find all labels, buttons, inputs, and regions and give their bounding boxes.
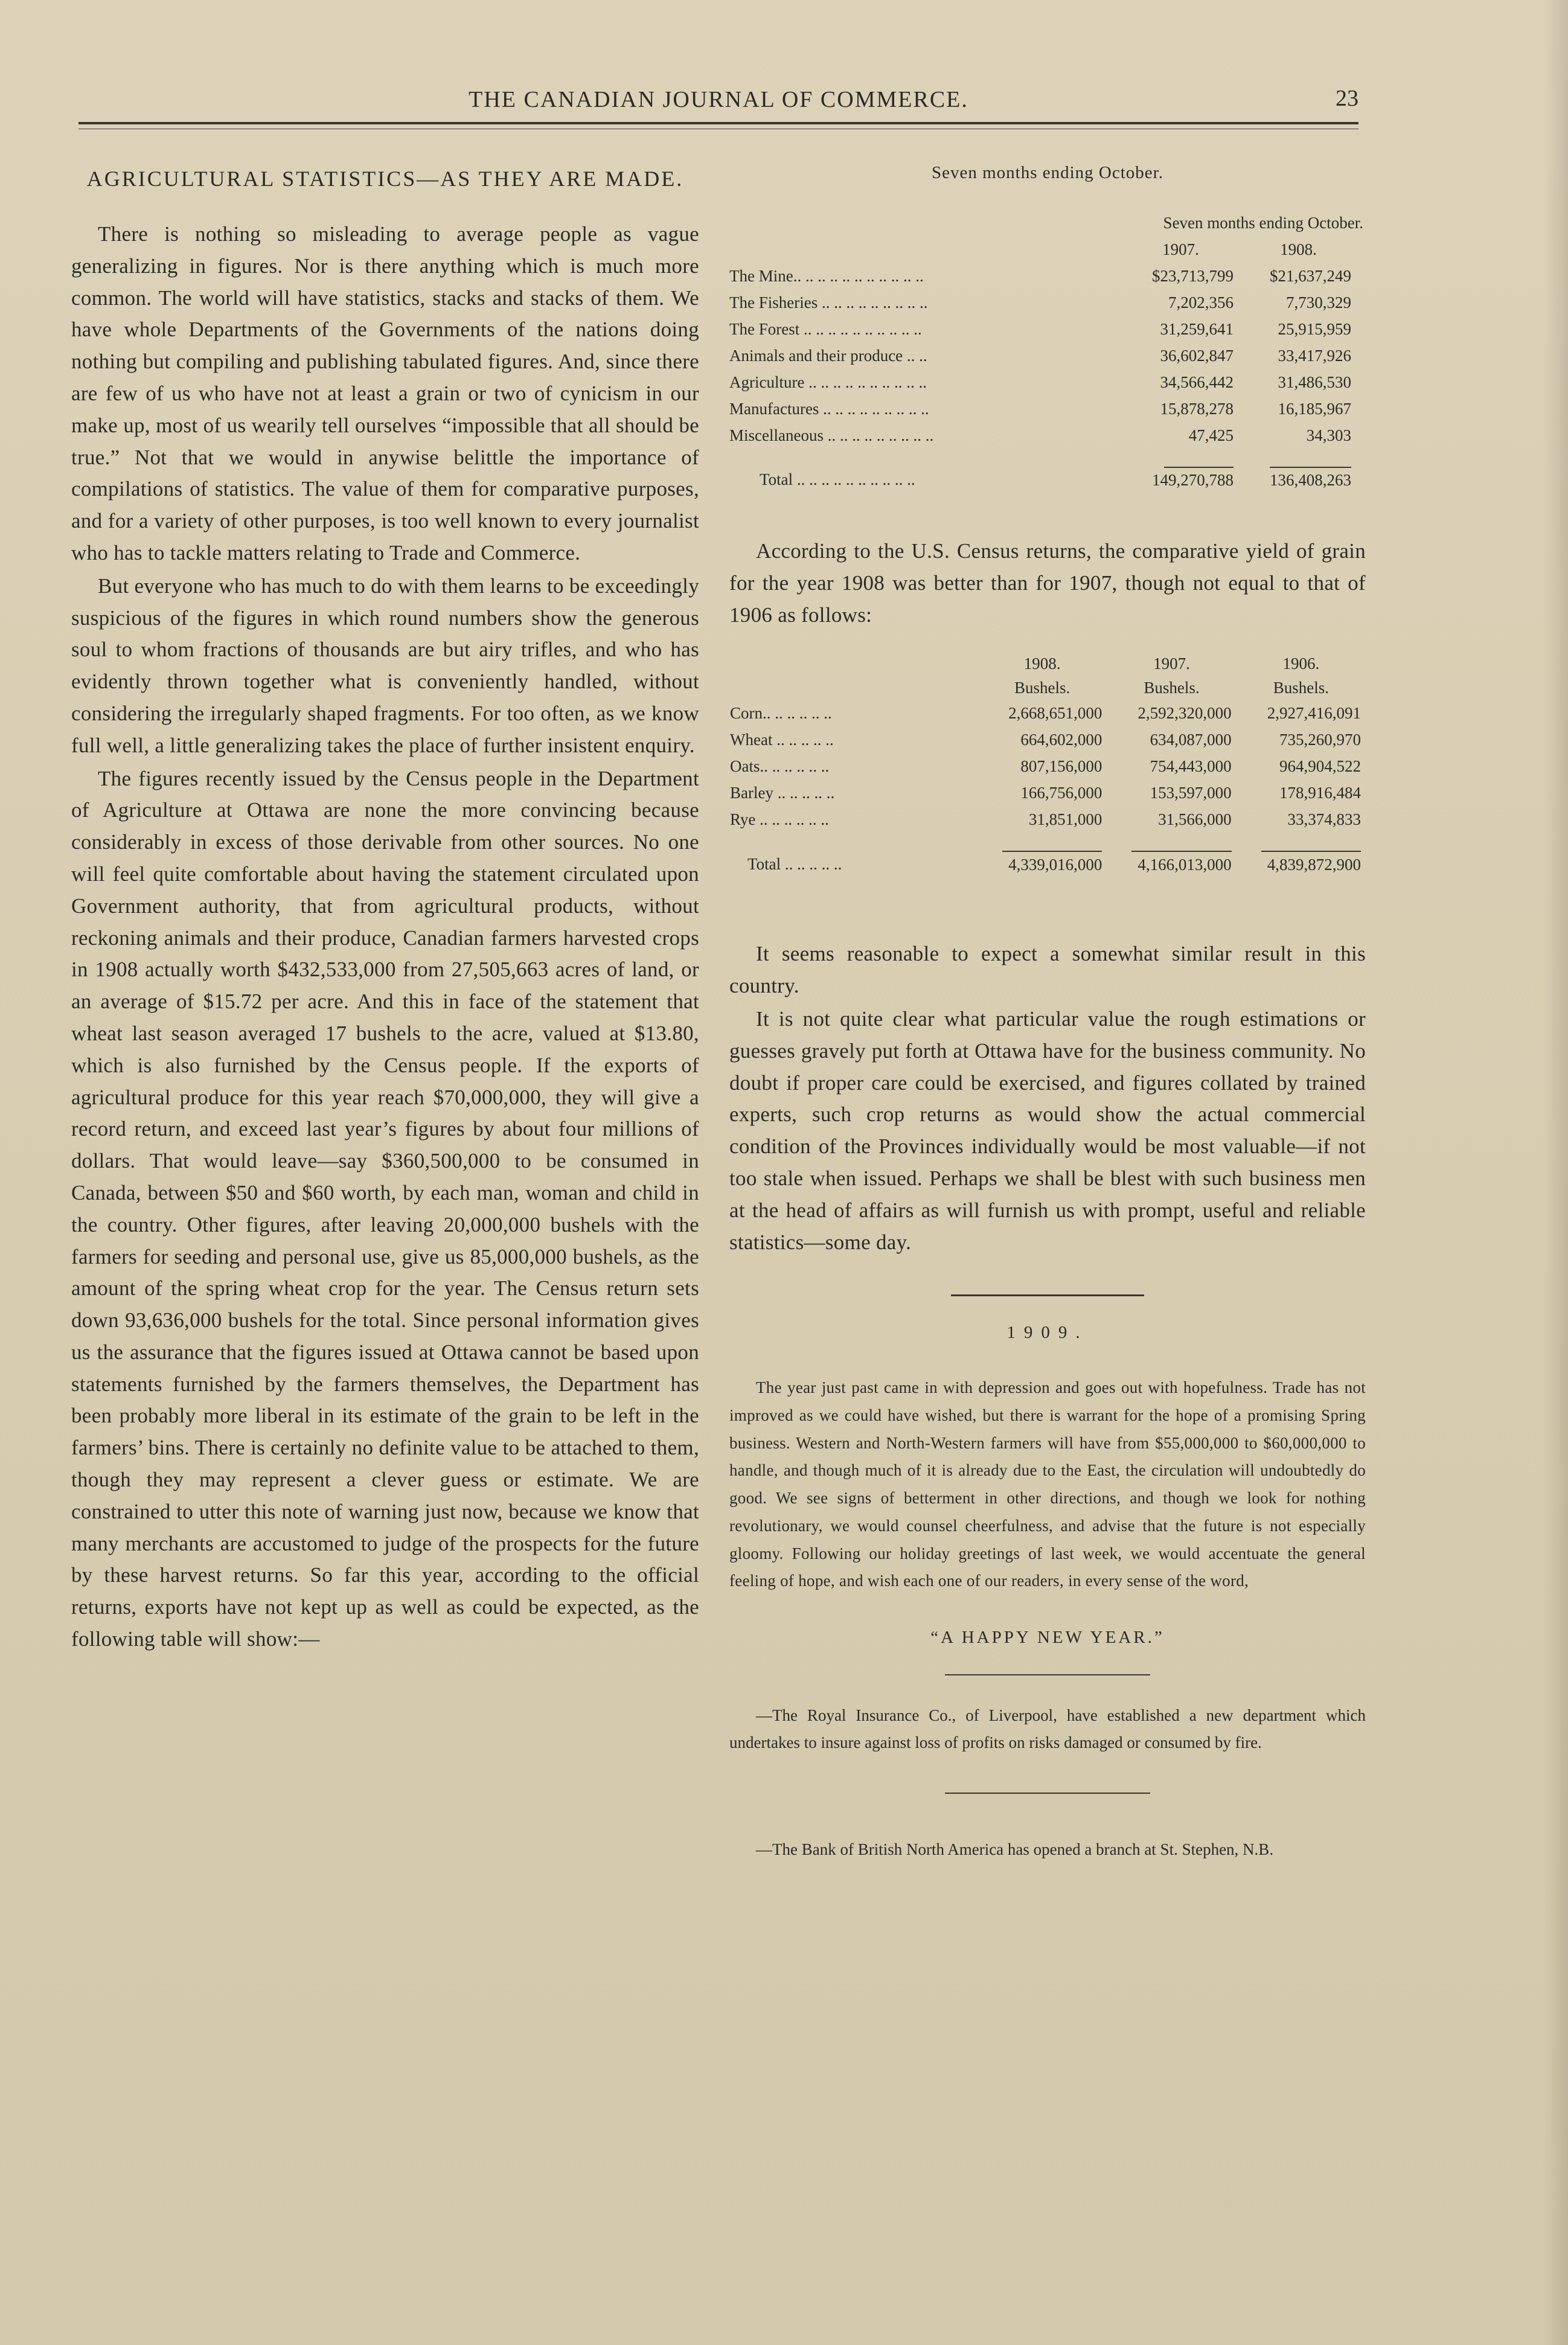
table-row — [729, 726, 1366, 753]
page-edge-shadow — [1544, 0, 1568, 2345]
sum-rule — [1164, 467, 1234, 468]
year-header: 1907. — [1162, 240, 1199, 258]
cell-1908: 664,602,000 — [1020, 731, 1102, 749]
cell-1907: 36,602,847 — [1160, 347, 1234, 365]
unit-header: Bushels. — [1273, 679, 1329, 697]
section-heading-1909: 1909. — [1006, 1323, 1089, 1343]
new-year-greeting: “A HAPPY NEW YEAR.” — [930, 1627, 1165, 1647]
cell-1908: 166,756,000 — [1020, 784, 1102, 802]
total-value: 4,166,013,000 — [1138, 856, 1232, 874]
sum-rule — [1261, 851, 1361, 852]
article-paragraph: The figures recently issued by the Census people in the Department of Agriculture at Ottawa are none the more convincing because considerably in excess of those derivable from other sources. No one will feel quite comfortable about having the statement circulated upon Government authority, that from agricultural products, without reckoning animals and their produce, Canadian farmers harvested crops in 1908 actually worth $432,533,000 from 27,505,663 acres of land, or an average of $15.72 per acre. And this in face of the statement that wheat last season averaged 17 bushels to the acre, valued at $13.80, which is also furnished by the Census people. If the exports of agricultural produce for this year reach $70,000,000, they will give a record return, and exceed last year’s figures by about four millions of dollars. That would leave—say $360,500,000 to be consumed in Canada, between $50 and $60 worth, by each man, woman and child in the country. Other figures, after leaving 20,000,000 bushels with the farmers for seeding and personal use, give us 85,000,000 bushels, as the amount of the spring wheat crop for the year. The Census return sets down 93,636,000 bushels for the total. Since personal information gives us the assurance that the figures issued at Ottawa cannot be based upon statements furnished by the farmers themselves, the Department has been probably more liberal in its estimate of the grain to be left in the farmers’ bins. There is certainly no definite value to be attached to them, though they may represent a clever guess or estimate. We are constrained to utter this note of warning just now, because we know that many merchants are accustomed to judge of the prospects for the future by these harvest returns. So far this year, according to the official returns, exports have not kept up as well as could be expected, as the following table will show:— — [71, 766, 699, 1651]
table-header-row — [729, 236, 1363, 263]
cell-1907: 153,597,000 — [1150, 784, 1232, 802]
cell-1906: 735,260,970 — [1279, 731, 1361, 749]
closing-paragraph: It is not quite clear what particular value the rough estimations or guesses gravely put forth at Ottawa have for the business community. No doubt if proper care could be exercised, and figures collated by trained experts, such crop returns as would show the actual commercial condition of the Provinces individually would be most valuable—if not too stale when issued. Perhaps we shall be blest with such business men at the head of affairs as will furnish us with prompt, useful and reliable statistics—some day. — [729, 1006, 1366, 1254]
closing-paragraph: It seems reasonable to expect a somewhat similar result in this country. — [729, 942, 1366, 998]
page-number: 23 — [1336, 86, 1358, 111]
section-divider — [945, 1674, 1150, 1675]
total-label: Total .. .. .. .. .. — [747, 855, 842, 874]
year-header: 1908. — [1023, 654, 1061, 673]
cell-1907: 34,566,442 — [1160, 373, 1234, 391]
grain-intro: According to the U.S. Census returns, the comparative yield of grain for the year 1908 was better than for 1907, though not equal to that of 1906 as follows: — [729, 539, 1366, 627]
grain-table — [729, 651, 1366, 878]
unit-header: Bushels. — [1144, 679, 1200, 697]
row-label: Corn.. .. .. .. .. .. — [730, 704, 832, 723]
table-row — [729, 753, 1366, 779]
table-row — [729, 289, 1363, 316]
cell-1908: 16,185,967 — [1278, 400, 1351, 418]
cell-1908: 33,417,926 — [1278, 347, 1351, 365]
running-header — [78, 82, 1358, 118]
cell-1908: 2,668,651,000 — [1008, 704, 1102, 723]
cell-1908: 807,156,000 — [1020, 757, 1102, 776]
total-row — [729, 449, 1363, 493]
journal-title: THE CANADIAN JOURNAL OF COMMERCE. — [469, 87, 968, 112]
header-rule-thick — [78, 122, 1358, 124]
cell-1907: 31,566,000 — [1158, 810, 1232, 829]
exports-table — [729, 210, 1363, 493]
cell-1908: 34,303 — [1306, 426, 1351, 444]
total-value: 4,339,016,000 — [1008, 856, 1102, 874]
cell-1907: 31,259,641 — [1160, 320, 1234, 338]
total-label: Total .. .. .. .. .. .. .. .. .. .. — [760, 470, 915, 488]
cell-1908: 7,730,329 — [1286, 293, 1351, 312]
cell-1906: 178,916,484 — [1279, 784, 1361, 802]
cell-1907: 754,443,000 — [1150, 757, 1232, 776]
row-label: Oats.. .. .. .. .. .. — [730, 757, 830, 776]
total-value: 4,839,872,900 — [1267, 856, 1361, 874]
sum-rule — [1270, 467, 1351, 468]
total-1908 — [1246, 449, 1363, 493]
row-label: Rye .. .. .. .. .. .. — [730, 810, 829, 829]
cell-1907: 7,202,356 — [1168, 293, 1234, 312]
cell-1908: 25,915,959 — [1278, 320, 1351, 338]
row-label: The Forest .. .. .. .. .. .. .. .. .. .. — [729, 320, 922, 338]
year-header: 1908. — [1280, 240, 1317, 258]
cell-1907: $23,713,799 — [1151, 267, 1234, 285]
table-row — [729, 342, 1363, 369]
sum-rule — [1002, 851, 1102, 852]
table-row — [729, 316, 1363, 342]
cell-1907: 634,087,000 — [1150, 731, 1232, 749]
table-header-row — [729, 676, 1366, 700]
notice-royal-insurance: —The Royal Insurance Co., of Liverpool, have established a new department which undertakes to insure against loss of profits on risks damaged or consumed by fire. — [729, 1706, 1366, 1752]
table-row — [729, 700, 1366, 726]
total-row — [729, 833, 1366, 878]
row-label: The Mine.. .. .. .. .. .. .. .. .. .. .. — [729, 267, 924, 285]
row-label: Miscellaneous .. .. .. .. .. .. .. .. .. — [729, 426, 934, 444]
article-title: AGRICULTURAL STATISTICS—AS THEY ARE MADE. — [86, 167, 684, 191]
section-divider — [945, 1793, 1150, 1794]
table-row — [729, 779, 1366, 806]
section-divider — [951, 1294, 1144, 1296]
table-header: Seven months ending October. — [1163, 214, 1363, 232]
row-label: Barley .. .. .. .. .. — [730, 784, 835, 802]
cell-1906: 2,927,416,091 — [1267, 704, 1361, 723]
article-paragraph: But everyone who has much to do with them learns to be exceedingly suspicious of the figures in which round numbers show the generous soul to whom fractions of thousands are but airy trifles, and who has evidently thrown together what is conveniently handled, without considering the irregularly shaped fragments. For too often, as we know full well, a little generalizing takes the place of further insistent enquiry. — [71, 574, 699, 757]
total-1907 — [1128, 449, 1246, 493]
cell-1906: 964,904,522 — [1279, 757, 1361, 776]
table-row — [729, 395, 1363, 422]
left-column — [71, 158, 699, 1656]
sum-rule — [1131, 851, 1231, 852]
row-label: Wheat .. .. .. .. .. — [730, 731, 834, 749]
cell-1908: 31,851,000 — [1028, 810, 1102, 829]
table-row — [729, 806, 1366, 833]
year-header: 1907. — [1153, 654, 1190, 673]
total-1906 — [1237, 833, 1366, 878]
year-header: 1906. — [1282, 654, 1320, 673]
total-1908 — [978, 833, 1107, 878]
exports-table-caption: Seven months ending October. — [931, 163, 1163, 182]
table-header-row — [729, 651, 1366, 676]
cell-1907: 15,878,278 — [1160, 400, 1234, 418]
row-label: Animals and their produce .. .. — [729, 347, 927, 365]
table-row — [729, 369, 1363, 395]
section-1909-paragraph: The year just past came in with depression and goes out with hopefulness. Trade has not improved as we could have wished, but there is warrant for the hope of a promising Spring business. Western and North-Western farmers will have from $55,000,000 to $60,000,000 to handle, and though much of it is already due to the East, the circulation will undoubtedly do good. We see signs of betterment in other directions, and though we look for nothing revolutionary, we would counsel cheerfulness, and advise that the future is not especially gloomy. Following our holiday greetings of last week, we would accentuate the general feeling of hope, and wish each one of our readers, in every sense of the word, — [729, 1378, 1366, 1590]
notice-bank-british-north-america: —The Bank of British North America has opened a branch at St. Stephen, N.B. — [756, 1840, 1274, 1858]
total-value: 136,408,263 — [1270, 471, 1351, 489]
article-paragraph: There is nothing so misleading to average people as vague generalizing in figures. Nor is there anything which is much more common. The world will have statistics, stacks and stacks of them. We have whole Departments of the Governments of the nations doing nothing but compiling and publishing tabulated figures. And, since there are few of us who have not at least a grain or two of cynicism in our make up, most of us wearily tell ourselves “impossible that all should be true.” Not that we would in anywise belittle the importance of compilations of statistics. The value of them for comparative purposes, and for a variety of other purposes, is too well known to every journalist who has to tackle matters relating to Trade and Commerce. — [71, 222, 699, 565]
table-header-row — [729, 210, 1363, 236]
cell-1907: 2,592,320,000 — [1138, 704, 1232, 723]
row-label: Agriculture .. .. .. .. .. .. .. .. .. .. — [729, 373, 927, 391]
table-row — [729, 422, 1363, 449]
unit-header: Bushels. — [1014, 679, 1070, 697]
row-label: The Fisheries .. .. .. .. .. .. .. .. .. — [729, 293, 928, 312]
table-row — [729, 263, 1363, 289]
cell-1908: $21,637,249 — [1270, 267, 1351, 285]
row-label: Manufactures .. .. .. .. .. .. .. .. .. — [729, 400, 929, 418]
cell-1906: 33,374,833 — [1287, 810, 1361, 829]
total-1907 — [1107, 833, 1236, 878]
cell-1907: 47,425 — [1188, 426, 1234, 444]
right-column — [729, 158, 1366, 1863]
cell-1908: 31,486,530 — [1278, 373, 1351, 391]
total-value: 149,270,788 — [1151, 471, 1234, 489]
